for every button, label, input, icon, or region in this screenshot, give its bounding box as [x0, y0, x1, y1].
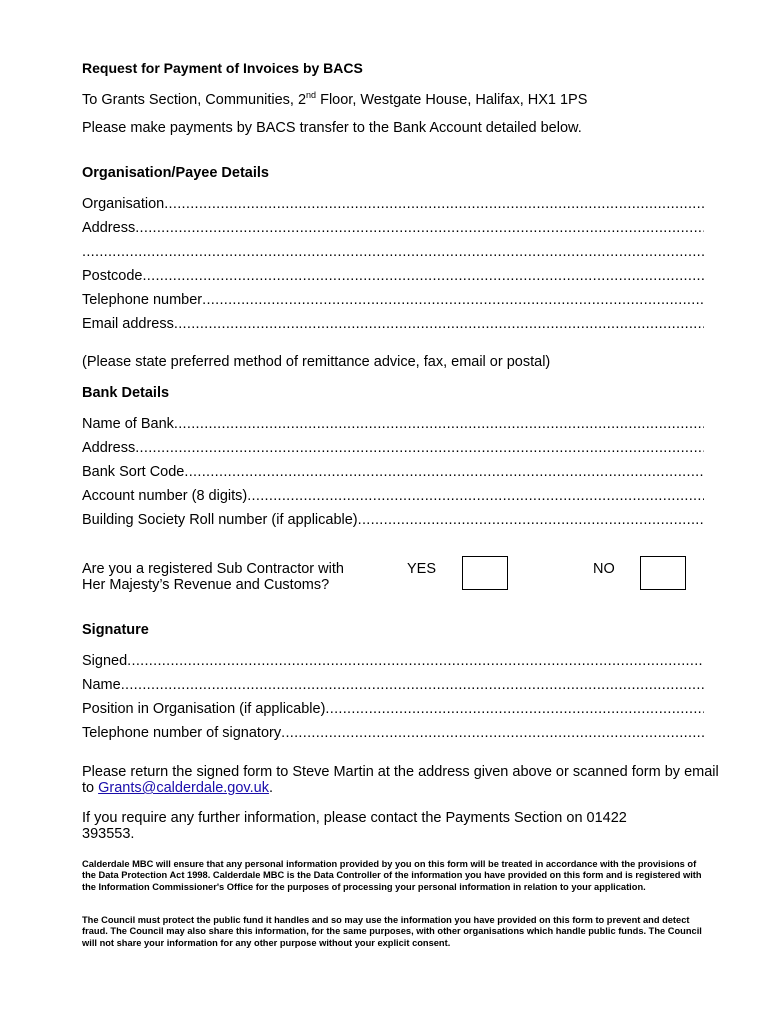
grants-email-link[interactable]: Grants@calderdale.gov.uk	[98, 780, 269, 796]
remittance-note: (Please state preferred method of remittance advice, fax, email or postal)	[82, 354, 551, 370]
dotted-line	[202, 292, 704, 308]
org-address-field[interactable]	[82, 220, 704, 236]
contact-note: If you require any further information, please contact the Payments Section on 01422 393553.	[82, 810, 627, 842]
organisation-field[interactable]	[82, 196, 704, 212]
subcontractor-question-line1: Are you a registered Sub Contractor with	[82, 561, 344, 577]
position-field[interactable]	[82, 701, 704, 717]
field-label: Telephone number of signatory	[82, 725, 282, 741]
field-label: Email address	[82, 316, 174, 332]
field-label: Name of Bank	[82, 416, 174, 432]
email-field[interactable]	[82, 316, 704, 332]
to-line-suffix: Floor, Westgate House, Halifax, HX1 1PS	[316, 91, 588, 108]
signed-field[interactable]	[82, 653, 704, 669]
dotted-line	[184, 464, 704, 480]
dotted-line	[358, 512, 704, 528]
dotted-line	[127, 653, 704, 669]
signatory-telephone-field[interactable]	[82, 725, 704, 741]
dotted-line	[82, 244, 704, 260]
bank-address-field[interactable]	[82, 440, 704, 456]
dotted-line	[135, 220, 704, 236]
field-label: Organisation	[82, 196, 165, 212]
dotted-line	[325, 701, 704, 717]
org-section-heading: Organisation/Payee Details	[82, 165, 269, 181]
form-title: Request for Payment of Invoices by BACS	[82, 60, 363, 76]
to-line-sup: nd	[306, 90, 317, 100]
dotted-line	[174, 316, 704, 332]
roll-number-field[interactable]	[82, 512, 704, 528]
field-label: Position in Organisation (if applicable)	[82, 701, 326, 717]
field-label: Account number (8 digits)	[82, 488, 248, 504]
dotted-line	[174, 416, 704, 432]
dotted-line	[135, 440, 704, 456]
account-number-field[interactable]	[82, 488, 704, 504]
to-line	[82, 90, 587, 108]
name-field[interactable]	[82, 677, 704, 693]
instruction-text: Please make payments by BACS transfer to the Bank Account detailed below.	[82, 120, 582, 136]
fraud-notice: The Council must protect the public fund it handles and so may use the information you have provided on this form to prevent and detect fraud. The Council may also share this information, for the same purposes, with other organisations which handle public funds. The Council will not share your information for any other purpose without your explicit consent.	[82, 915, 702, 948]
dotted-line	[164, 196, 704, 212]
no-checkbox[interactable]	[640, 556, 686, 590]
dotted-line	[142, 268, 704, 284]
yes-label: YES	[407, 561, 437, 577]
bank-name-field[interactable]	[82, 416, 704, 432]
return-note-text: Please return the signed form to Steve Martin at the address given above or scanned form by email to	[82, 764, 719, 796]
bank-section-heading: Bank Details	[82, 385, 170, 401]
privacy-notice: Calderdale MBC will ensure that any personal information provided by you on this form will be treated in accordance with the provisions of the Data Protection Act 1998. Calderdale MBC is the Data Controller of the information you have provided on this form and is registered with the Information Commissioner's Office for the purposes of processing your personal information in relation to your application.	[82, 859, 702, 892]
subcontractor-question-line2: Her Majesty’s Revenue and Customs?	[82, 577, 330, 593]
org-address-continuation-field[interactable]	[82, 244, 704, 260]
dotted-line	[247, 488, 704, 504]
field-label: Name	[82, 677, 121, 693]
field-label: Address	[82, 440, 136, 456]
return-note-end: .	[268, 780, 273, 796]
dotted-line	[121, 677, 704, 693]
sort-code-field[interactable]	[82, 464, 704, 480]
to-line-prefix: To Grants Section, Communities, 2	[82, 91, 307, 108]
field-label: Address	[82, 220, 136, 236]
yes-checkbox[interactable]	[462, 556, 508, 590]
field-label: Building Society Roll number (if applicable)	[82, 512, 358, 528]
field-label: Bank Sort Code	[82, 464, 185, 480]
field-label: Signed	[82, 653, 128, 669]
field-label: Telephone number	[82, 292, 203, 308]
field-label: Postcode	[82, 268, 143, 284]
postcode-field[interactable]	[82, 268, 704, 284]
signature-section-heading: Signature	[82, 622, 149, 638]
no-label: NO	[593, 561, 615, 577]
return-note	[82, 764, 732, 796]
dotted-line	[281, 725, 704, 741]
telephone-field[interactable]	[82, 292, 704, 308]
